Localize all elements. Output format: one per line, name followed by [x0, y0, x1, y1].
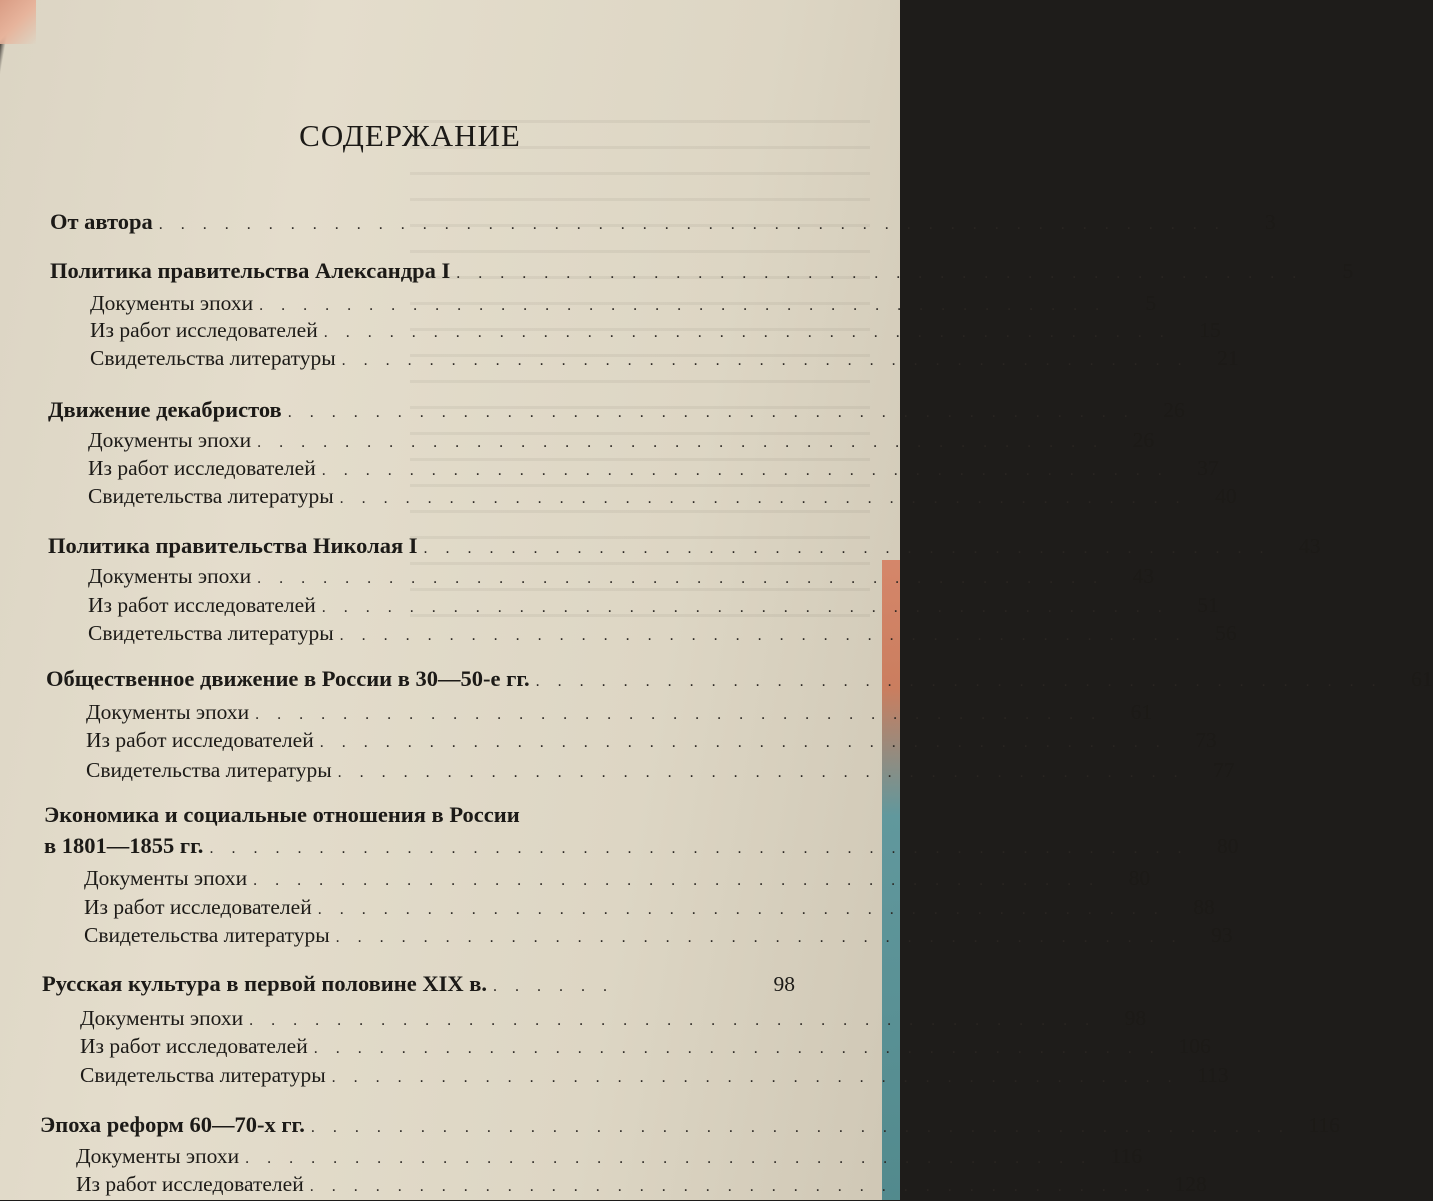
leader-dots: . . . . . . . . . . . . . . . . . . . . . . . . . . . . . . . . . . . . . . .	[319, 734, 1167, 751]
toc-section	[80, 1061, 1229, 1089]
leader-dots: . . . . . . . . . . . . . . . . . . . . . . . . . . . . . . . . . . . . . . . . . . . . .	[310, 1119, 1290, 1136]
leader-dots: . . . . . .	[493, 978, 614, 995]
toc-section	[88, 426, 1155, 454]
toc-chapter	[44, 832, 1239, 860]
toc-chapter-title: Русская культура в первой половине XIX в.	[42, 971, 487, 996]
toc-section-title: Свидетельства литературы	[90, 346, 336, 370]
toc-page-number: 73	[1195, 728, 1217, 752]
toc-chapter-title: Общественное движение в России в 30—50-е гг.	[46, 666, 530, 691]
toc-page-number: 128	[1174, 1172, 1207, 1196]
toc-section	[88, 619, 1237, 647]
leader-dots: . . . . . . . . . . . . . . . . . . . . . . . . . . . . . . . . . . . . . . .	[317, 901, 1165, 918]
leader-dots: . . . . . . . . . . . . . . . . . . . . . . . . . . . . . . . . . . . . . . .	[321, 599, 1169, 616]
toc-section	[84, 921, 1233, 949]
toc-chapter-title-line1: Экономика и социальные отношения в России	[44, 802, 520, 827]
contents-heading: СОДЕРЖАНИЕ	[299, 118, 521, 153]
leader-dots: . . . . . . . . . . . . . . . . . . . . . . . . . . . . . . . . . . . . . . .	[456, 265, 1304, 282]
toc-chapter-title: Движение декабристов	[48, 397, 282, 422]
leader-dots: . . . . . . . . . . . . . . . . . . . . . . . . . . . . . . . . . . . . . . .	[309, 1178, 1157, 1195]
cover-corner	[0, 0, 36, 44]
leader-dots: . . . . . . . . . . . . . . . . . . . . . . . . . . . . . . . . . . . . . . .	[337, 764, 1185, 781]
toc-page-number: 43	[1299, 534, 1321, 558]
leader-dots: . . . . . . . . . . . . . . . . . . . . . . . . . . . . . . . . . . . . . . .	[257, 570, 1105, 587]
toc-entry-preface	[50, 208, 1276, 236]
toc-chapter	[50, 257, 1354, 285]
toc-section	[84, 893, 1215, 921]
toc-section-title: Документы эпохи	[88, 428, 252, 452]
toc-section	[76, 1142, 1143, 1170]
toc-section-title: Из работ исследователей	[76, 1172, 304, 1196]
toc-chapter	[46, 665, 1433, 693]
toc-section-title: Из работ исследователей	[80, 1034, 308, 1058]
leader-dots: . . . . . . . . . . . . . . . . . . . . . . . . . . . . . . . . . . . . . . .	[257, 434, 1105, 451]
toc-page-number: 3	[1265, 210, 1276, 234]
toc-section-title: Из работ исследователей	[86, 728, 314, 752]
toc-page-number: 26	[1132, 428, 1155, 452]
toc-section-title: Свидетельства литературы	[88, 621, 334, 645]
toc-section-title: Свидетельства литературы	[80, 1063, 326, 1087]
toc-section	[88, 591, 1219, 619]
toc-section-title: Свидетельства литературы	[88, 484, 334, 508]
toc-section	[90, 289, 1157, 317]
toc-page-number: 5	[1342, 259, 1354, 283]
toc-page-number: 37	[1197, 456, 1219, 480]
leader-dots: . . . . . . . . . . . . . . . . . . . . . . . . . . . . . . . . . . . . . . .	[321, 462, 1169, 479]
toc-page-number: 98	[1124, 1006, 1147, 1030]
toc-chapter-title: Политика правительства Николая I	[48, 533, 418, 558]
toc-page-number: 116	[1308, 1113, 1340, 1137]
toc-page-number: 98	[773, 972, 795, 996]
leader-dots: . . . . . . . . . . . . . . . . . . . . . . . . . . . . . . . . . . . . . . .	[287, 404, 1135, 421]
leader-dots: . . . . . . . . . . . . . . . . . . . . . . . . . . . . . . . . . . . . . . .	[331, 1069, 1179, 1086]
leader-dots: . . . . . . . . . . . . . . . . . . . . . . . . . . . . . . . . . . . . . . .	[245, 1150, 1093, 1167]
toc-section	[88, 562, 1155, 590]
toc-section	[86, 756, 1235, 784]
toc-chapter-title: Политика правительства Александра I	[50, 258, 451, 283]
toc-page-number: 51	[1197, 593, 1219, 617]
toc-chapter	[42, 970, 795, 998]
toc-page-number: 61	[1411, 667, 1433, 691]
leader-dots: . . . . . . . . . . . . . . . . . . . . . . . . . . . . . . . . . . . . . . .	[313, 1040, 1161, 1057]
toc-section-title: Свидетельства литературы	[86, 758, 332, 782]
toc-page-number: 61	[1130, 700, 1153, 724]
toc-section-title: Из работ исследователей	[90, 318, 318, 342]
leader-dots: . . . . . . . . . . . . . . . . . . . . . . . . . . . . . . . . . . . . . . .	[253, 872, 1101, 889]
toc-chapter-title: Эпоха реформ 60—70-х гг.	[40, 1112, 305, 1137]
toc-section	[86, 726, 1217, 754]
toc-page-number: 80	[1128, 866, 1151, 890]
toc-page-number: 93	[1211, 923, 1233, 947]
toc-entry-title: От автора	[50, 209, 153, 234]
toc-section	[88, 482, 1237, 510]
leader-dots: . . . . . . . . . . . . . . . . . . . . . . . . . . . . . . . . . . . . . . . . . . . . .	[209, 840, 1189, 857]
leader-dots: . . . . . . . . . . . . . . . . . . . . . . . . . . . . . . . . . . . . . . .	[339, 490, 1187, 507]
toc-page-number: 77	[1213, 758, 1235, 782]
toc-section	[84, 864, 1151, 892]
toc-page-number: 56	[1215, 621, 1237, 645]
toc-page-number: 26	[1163, 398, 1185, 422]
leader-dots: . . . . . . . . . . . . . . . . . . . . . . . . . . . . . . . . . . . . . . .	[423, 540, 1271, 557]
leader-dots: . . . . . . . . . . . . . . . . . . . . . . . . . . . . . . . . . . . . . . .	[341, 352, 1189, 369]
leader-dots: . . . . . . . . . . . . . . . . . . . . . . . . . . . . . . . . . . . . . . .	[249, 1012, 1097, 1029]
toc-section	[90, 316, 1221, 344]
toc-section	[90, 344, 1239, 372]
leader-dots: . . . . . . . . . . . . . . . . . . . . . . . . . . . . . . . . . . . . . . . . . . . . . . . . .	[158, 216, 1226, 233]
toc-page-number: 40	[1215, 484, 1237, 508]
toc-section-title: Документы эпохи	[84, 866, 248, 890]
toc-page-number: 5	[1145, 291, 1157, 315]
leader-dots: . . . . . . . . . . . . . . . . . . . . . . . . . . . . . . . . . . . . . . .	[339, 627, 1187, 644]
leader-dots: . . . . . . . . . . . . . . . . . . . . . . . . . . . . . . . . . . . . . . .	[335, 929, 1183, 946]
toc-page-number: 21	[1217, 346, 1239, 370]
toc-page-number: 106	[1178, 1034, 1211, 1058]
toc-chapter	[48, 396, 1185, 424]
toc-page-number: 116	[1110, 1144, 1143, 1168]
toc-section-title: Документы эпохи	[86, 700, 250, 724]
toc-page-number: 113	[1197, 1063, 1229, 1087]
leader-dots: . . . . . . . . . . . . . . . . . . . . . . . . . . . . . . . . . . . . . . .	[259, 297, 1107, 314]
toc-section	[86, 698, 1153, 726]
toc-section-title: Документы эпохи	[80, 1006, 244, 1030]
toc-section-title: Документы эпохи	[76, 1144, 240, 1168]
toc-page-number: 88	[1193, 895, 1215, 919]
toc-section-title: Свидетельства литературы	[84, 923, 330, 947]
toc-section-title: Из работ исследователей	[88, 593, 316, 617]
toc-page-number: 43	[1132, 564, 1155, 588]
toc-section-title: Документы эпохи	[90, 291, 254, 315]
leader-dots: . . . . . . . . . . . . . . . . . . . . . . . . . . . . . . . . . . . . . . .	[255, 706, 1103, 723]
toc-chapter-title-line2: в 1801—1855 гг.	[44, 833, 204, 858]
toc-section-title: Из работ исследователей	[84, 895, 312, 919]
toc-page-number: 15	[1199, 318, 1221, 342]
toc-page-number: 80	[1216, 834, 1239, 858]
toc-section	[80, 1004, 1147, 1032]
toc-section-title: Документы эпохи	[88, 564, 252, 588]
toc-chapter	[40, 1111, 1340, 1139]
toc-section	[80, 1032, 1211, 1060]
toc-section	[88, 454, 1219, 482]
toc-section-title: Из работ исследователей	[88, 456, 316, 480]
toc-chapter	[48, 532, 1321, 560]
leader-dots: . . . . . . . . . . . . . . . . . . . . . . . . . . . . . . . . . . . . . . .	[535, 673, 1383, 690]
leader-dots: . . . . . . . . . . . . . . . . . . . . . . . . . . . . . . . . . . . . . . .	[323, 324, 1171, 341]
toc-section	[76, 1170, 1207, 1198]
